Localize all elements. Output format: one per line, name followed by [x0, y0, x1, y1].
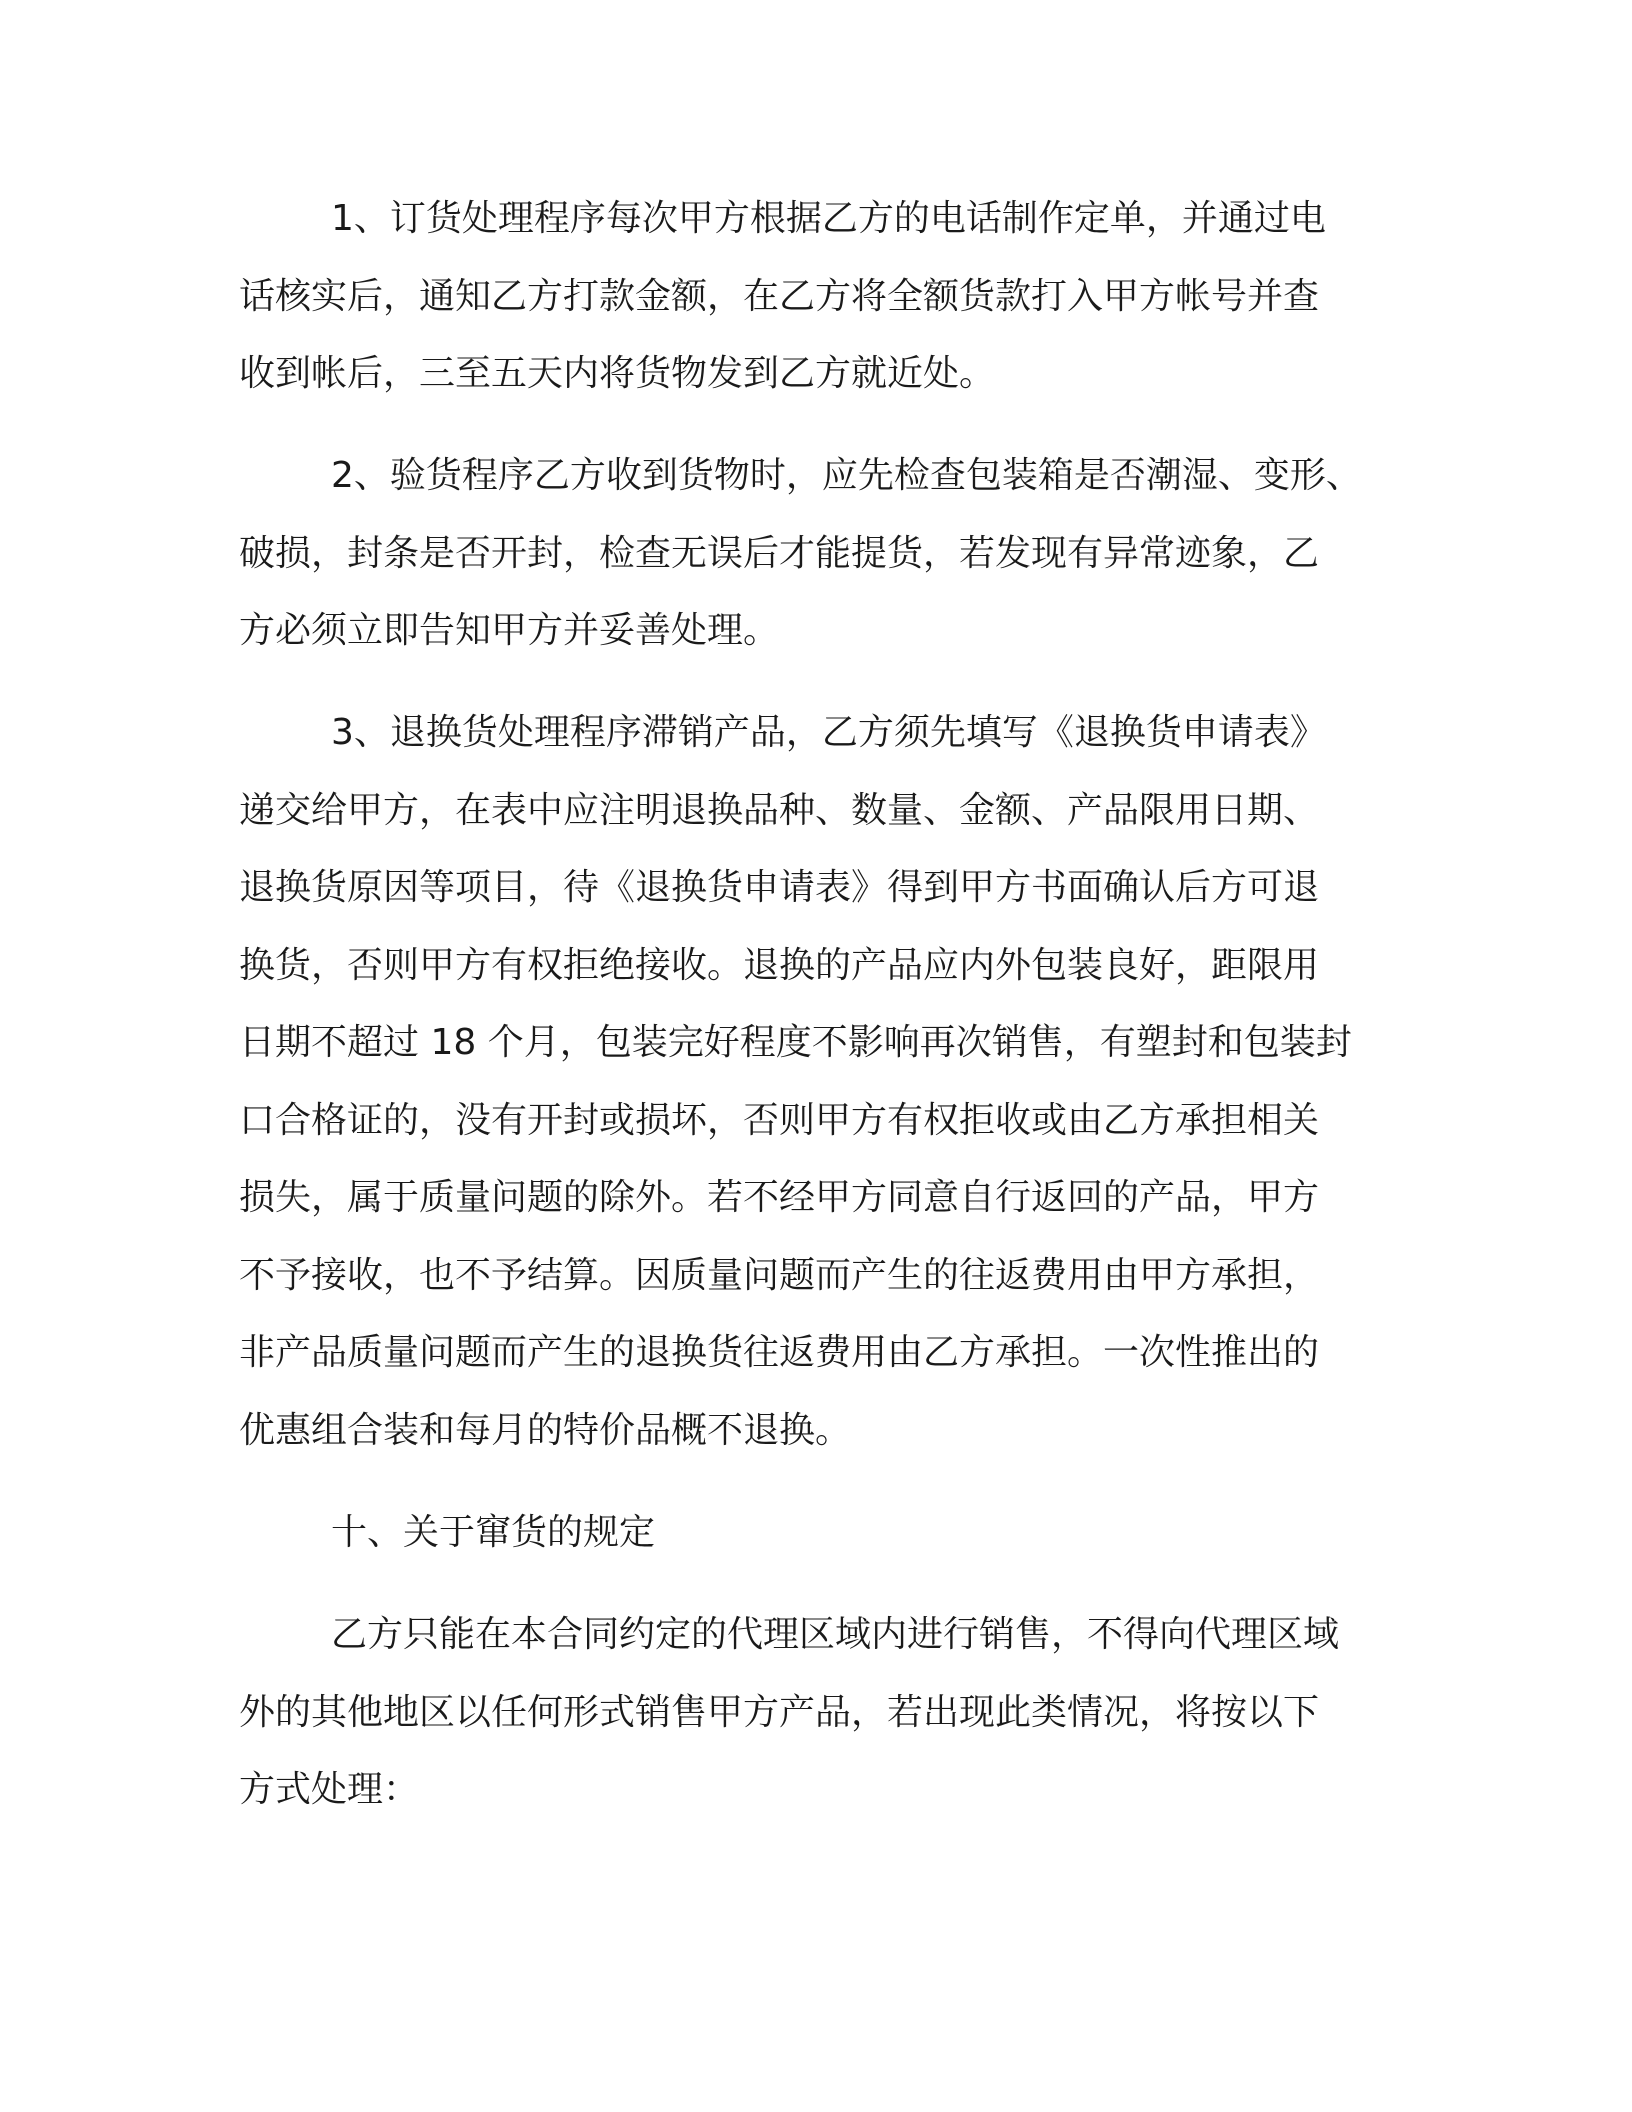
paragraph-3	[239, 694, 1379, 1469]
paragraph-line: 日期不超过 18 个月，包装完好程度不影响再次销售，有塑封和包装封	[239, 1022, 1352, 1063]
paragraph-line: 2、验货程序乙方收到货物时，应先检查包装箱是否潮湿、变形、	[331, 455, 1362, 496]
paragraph-line: 话核实后，通知乙方打款金额，在乙方将全额货款打入甲方帐号并查	[239, 275, 1320, 317]
paragraph-line: 方式处理：	[239, 1769, 420, 1810]
paragraph-line: 非产品质量问题而产生的退换货往返费用由乙方承担。一次性推出的	[239, 1332, 1320, 1373]
paragraph-line: 外的其他地区以任何形式销售甲方产品，若出现此类情况，将按以下	[239, 1691, 1320, 1733]
paragraph-line: 不予接收，也不予结算。因质量问题而产生的往返费用由甲方承担，	[239, 1254, 1320, 1296]
paragraph-line: 退换货原因等项目，待《退换货申请表》得到甲方书面确认后方可退	[239, 867, 1320, 908]
paragraph-line: 3、退换货处理程序滞销产品，乙方须先填写《退换货申请表》	[331, 712, 1326, 753]
paragraph-line: 收到帐后，三至五天内将货物发到乙方就近处。	[239, 353, 996, 394]
paragraph-line: 换货，否则甲方有权拒绝接收。退换的产品应内外包装良好，距限用	[239, 944, 1320, 986]
paragraph-line: 乙方只能在本合同约定的代理区域内进行销售，不得向代理区域	[331, 1614, 1340, 1655]
paragraph-line: 口合格证的，没有开封或损坏，否则甲方有权拒收或由乙方承担相关	[239, 1099, 1320, 1141]
paragraph-line: 损失，属于质量问题的除外。若不经甲方同意自行返回的产品，甲方	[239, 1177, 1320, 1218]
paragraph-4	[239, 1596, 1379, 1829]
section-heading	[239, 1494, 1379, 1572]
heading-line: 十、关于窜货的规定	[331, 1512, 656, 1553]
paragraph-line: 破损，封条是否开封，检查无误后才能提货，若发现有异常迹象，乙	[239, 532, 1320, 574]
paragraph-2	[239, 437, 1379, 670]
paragraph-1	[239, 180, 1379, 413]
paragraph-line: 递交给甲方，在表中应注明退换品种、数量、金额、产品限用日期、	[239, 789, 1320, 831]
paragraph-line: 方必须立即告知甲方并妥善处理。	[239, 610, 780, 651]
paragraph-line: 1、订货处理程序每次甲方根据乙方的电话制作定单，并通过电	[331, 198, 1326, 239]
paragraph-line: 优惠组合装和每月的特价品概不退换。	[239, 1409, 852, 1451]
